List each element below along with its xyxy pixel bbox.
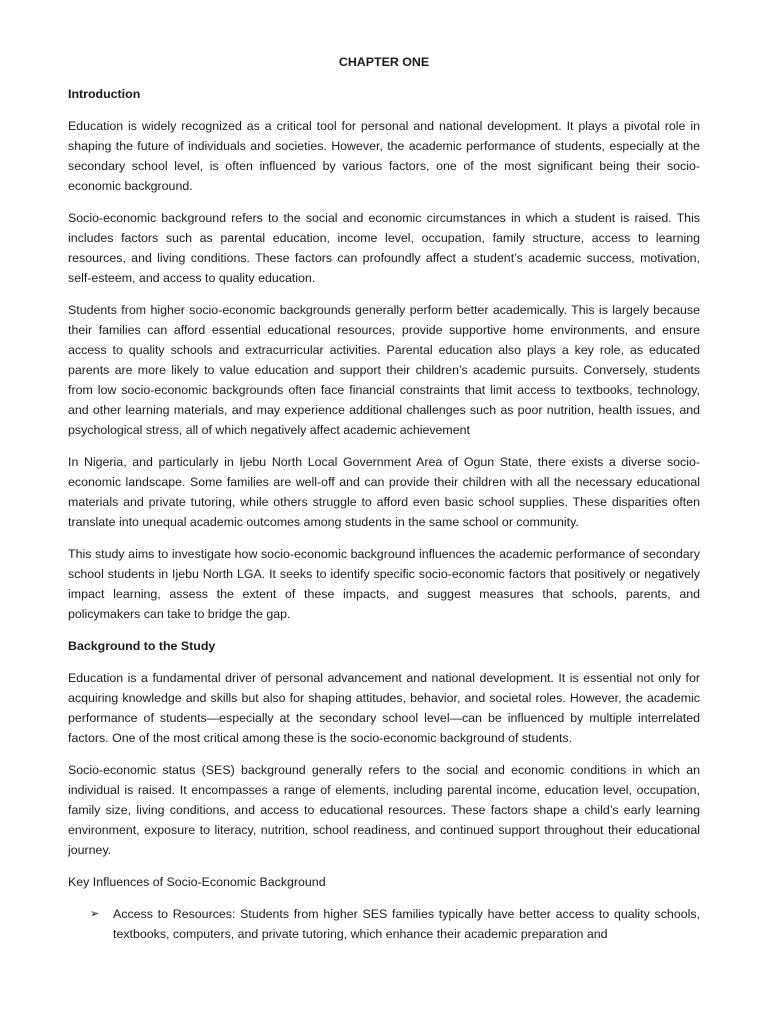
key-influences-list (68, 904, 700, 944)
list-item-text: Access to Resources: Students from higher SES families typically have better access to quality schools, textbooks, computers, and private tutoring, which enhance their academic preparation and (113, 907, 700, 941)
introduction-paragraph-3: Students from higher socio-economic backgrounds generally perform better academically. This is largely because their families can afford essential educational resources, provide supportive home environments, and ensure access to quality schools and extracurricular activities. Parental education also plays a key role, as educated parents are more likely to value education and support their children’s academic pursuits. Conversely, students from low socio-economic backgrounds often face financial constraints that limit access to textbooks, technology, and other learning materials, and may experience additional challenges such as poor nutrition, health issues, and psychological stress, all of which negatively affect academic achievement (68, 303, 700, 437)
introduction-paragraph-5: This study aims to investigate how socio-economic background influences the academic performance of secondary school students in Ijebu North LGA. It seeks to identify specific socio-economic factors that positively or negatively impact learning, assess the extent of these impacts, and suggest measures that schools, parents, and policymakers can take to bridge the gap. (68, 547, 700, 621)
background-paragraph-1: Education is a fundamental driver of personal advancement and national development. It is essential not only for acquiring knowledge and skills but also for shaping attitudes, behavior, and societal roles. However, the academic performance of students—especially at the secondary school level—can be influenced by multiple interrelated factors. One of the most critical among these is the socio-economic background of students. (68, 671, 700, 745)
background-heading: Background to the Study (68, 639, 216, 653)
introduction-paragraph-1: Education is widely recognized as a critical tool for personal and national development. It plays a pivotal role in shaping the future of individuals and societies. However, the academic performance of students, especially at the secondary school level, is often influenced by various factors, one of the most significant being their socio-economic background. (68, 119, 700, 193)
introduction-heading: Introduction (68, 87, 141, 101)
chapter-title: CHAPTER ONE (338, 55, 430, 69)
background-paragraph-2: Socio-economic status (SES) background generally refers to the social and economic conditions in which an individual is raised. It encompasses a range of elements, including parental income, education level, occupation, family size, living conditions, and access to educational resources. These factors shape a child’s early learning environment, exposure to literacy, nutrition, school readiness, and continued support throughout their educational journey. (68, 763, 700, 857)
introduction-paragraph-2: Socio-economic background refers to the social and economic circumstances in which a student is raised. This includes factors such as parental education, income level, occupation, family structure, access to learning resources, and living conditions. These factors can profoundly affect a student’s academic success, motivation, self-esteem, and access to quality education. (68, 211, 700, 285)
arrowhead-bullet-icon: ➢ (90, 908, 100, 920)
introduction-paragraph-4: In Nigeria, and particularly in Ijebu North Local Government Area of Ogun State, there exists a diverse socio-economic landscape. Some families are well-off and can provide their children with all the necessary educational materials and private tutoring, while others struggle to afford even basic school supplies. These disparities often translate into unequal academic outcomes among students in the same school or community. (68, 455, 700, 529)
document-page (68, 52, 700, 944)
key-influences-subheading: Key Influences of Socio-Economic Background (68, 875, 326, 889)
list-item (68, 904, 700, 944)
